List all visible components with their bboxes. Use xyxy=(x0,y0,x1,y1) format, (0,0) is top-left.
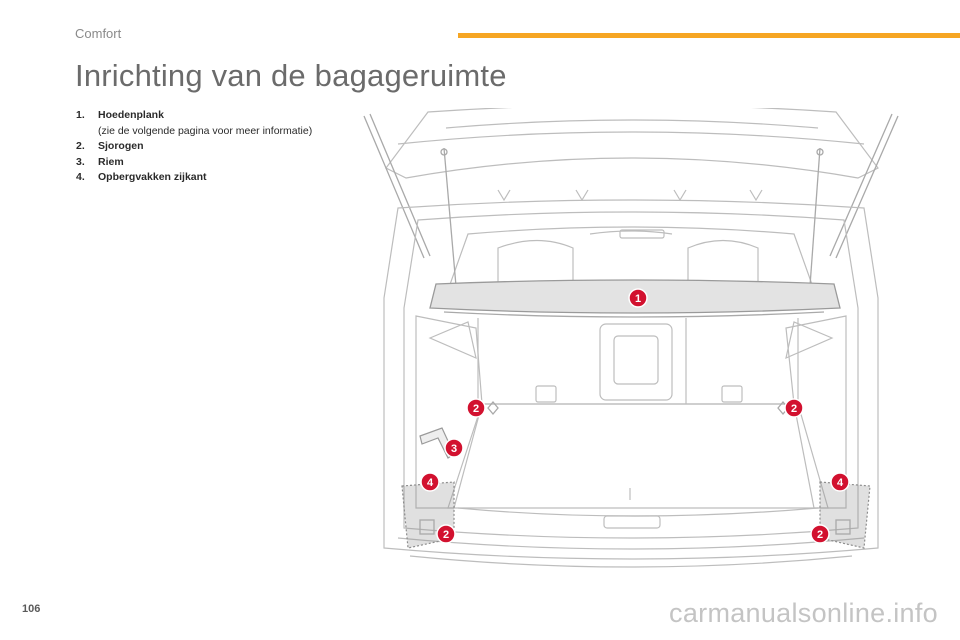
legend-label: Riem xyxy=(98,155,124,168)
legend-item-strap xyxy=(76,155,346,171)
callout-2-left-lower xyxy=(437,525,455,543)
callout-4-label: 4 xyxy=(426,477,434,489)
legend-note: (zie de volgende pagina voor meer informatie) xyxy=(98,124,313,137)
callout-4-label: 4 xyxy=(836,477,844,489)
callout-2-right-lower xyxy=(811,525,829,543)
callout-1-label: 1 xyxy=(634,293,642,305)
callout-4-left xyxy=(421,473,439,491)
legend-label: Hoedenplank xyxy=(98,109,164,121)
legend-number: 1. xyxy=(76,109,85,121)
page-number: 106 xyxy=(22,603,41,615)
legend-item-hat-shelf xyxy=(76,108,346,139)
legend-item-side-storage xyxy=(76,170,346,186)
legend-label: Opbergvakken zijkant xyxy=(98,171,207,183)
legend-number: 3. xyxy=(76,155,85,168)
legend-number: 2. xyxy=(76,140,85,152)
legend-list xyxy=(76,108,346,186)
callout-2-right-upper xyxy=(785,399,803,417)
callout-2-left-upper xyxy=(467,399,485,417)
boot-illustration xyxy=(358,108,904,580)
callout-3 xyxy=(445,439,463,457)
callout-2-label: 2 xyxy=(442,529,450,541)
callout-2-label: 2 xyxy=(816,529,824,541)
header-accent-bar xyxy=(458,33,960,38)
section-label: Comfort xyxy=(75,26,122,41)
legend-number: 4. xyxy=(76,171,85,183)
callout-4-right xyxy=(831,473,849,491)
callout-2-label: 2 xyxy=(472,403,480,415)
legend-item-lashing-eyes xyxy=(76,139,346,155)
callout-1 xyxy=(629,289,647,307)
page-title: Inrichting van de bagageruimte xyxy=(75,58,507,93)
legend-label: Sjorogen xyxy=(98,140,144,152)
callout-2-label: 2 xyxy=(790,403,798,415)
callout-3-label: 3 xyxy=(450,443,458,455)
watermark: carmanualsonline.info xyxy=(669,598,938,628)
